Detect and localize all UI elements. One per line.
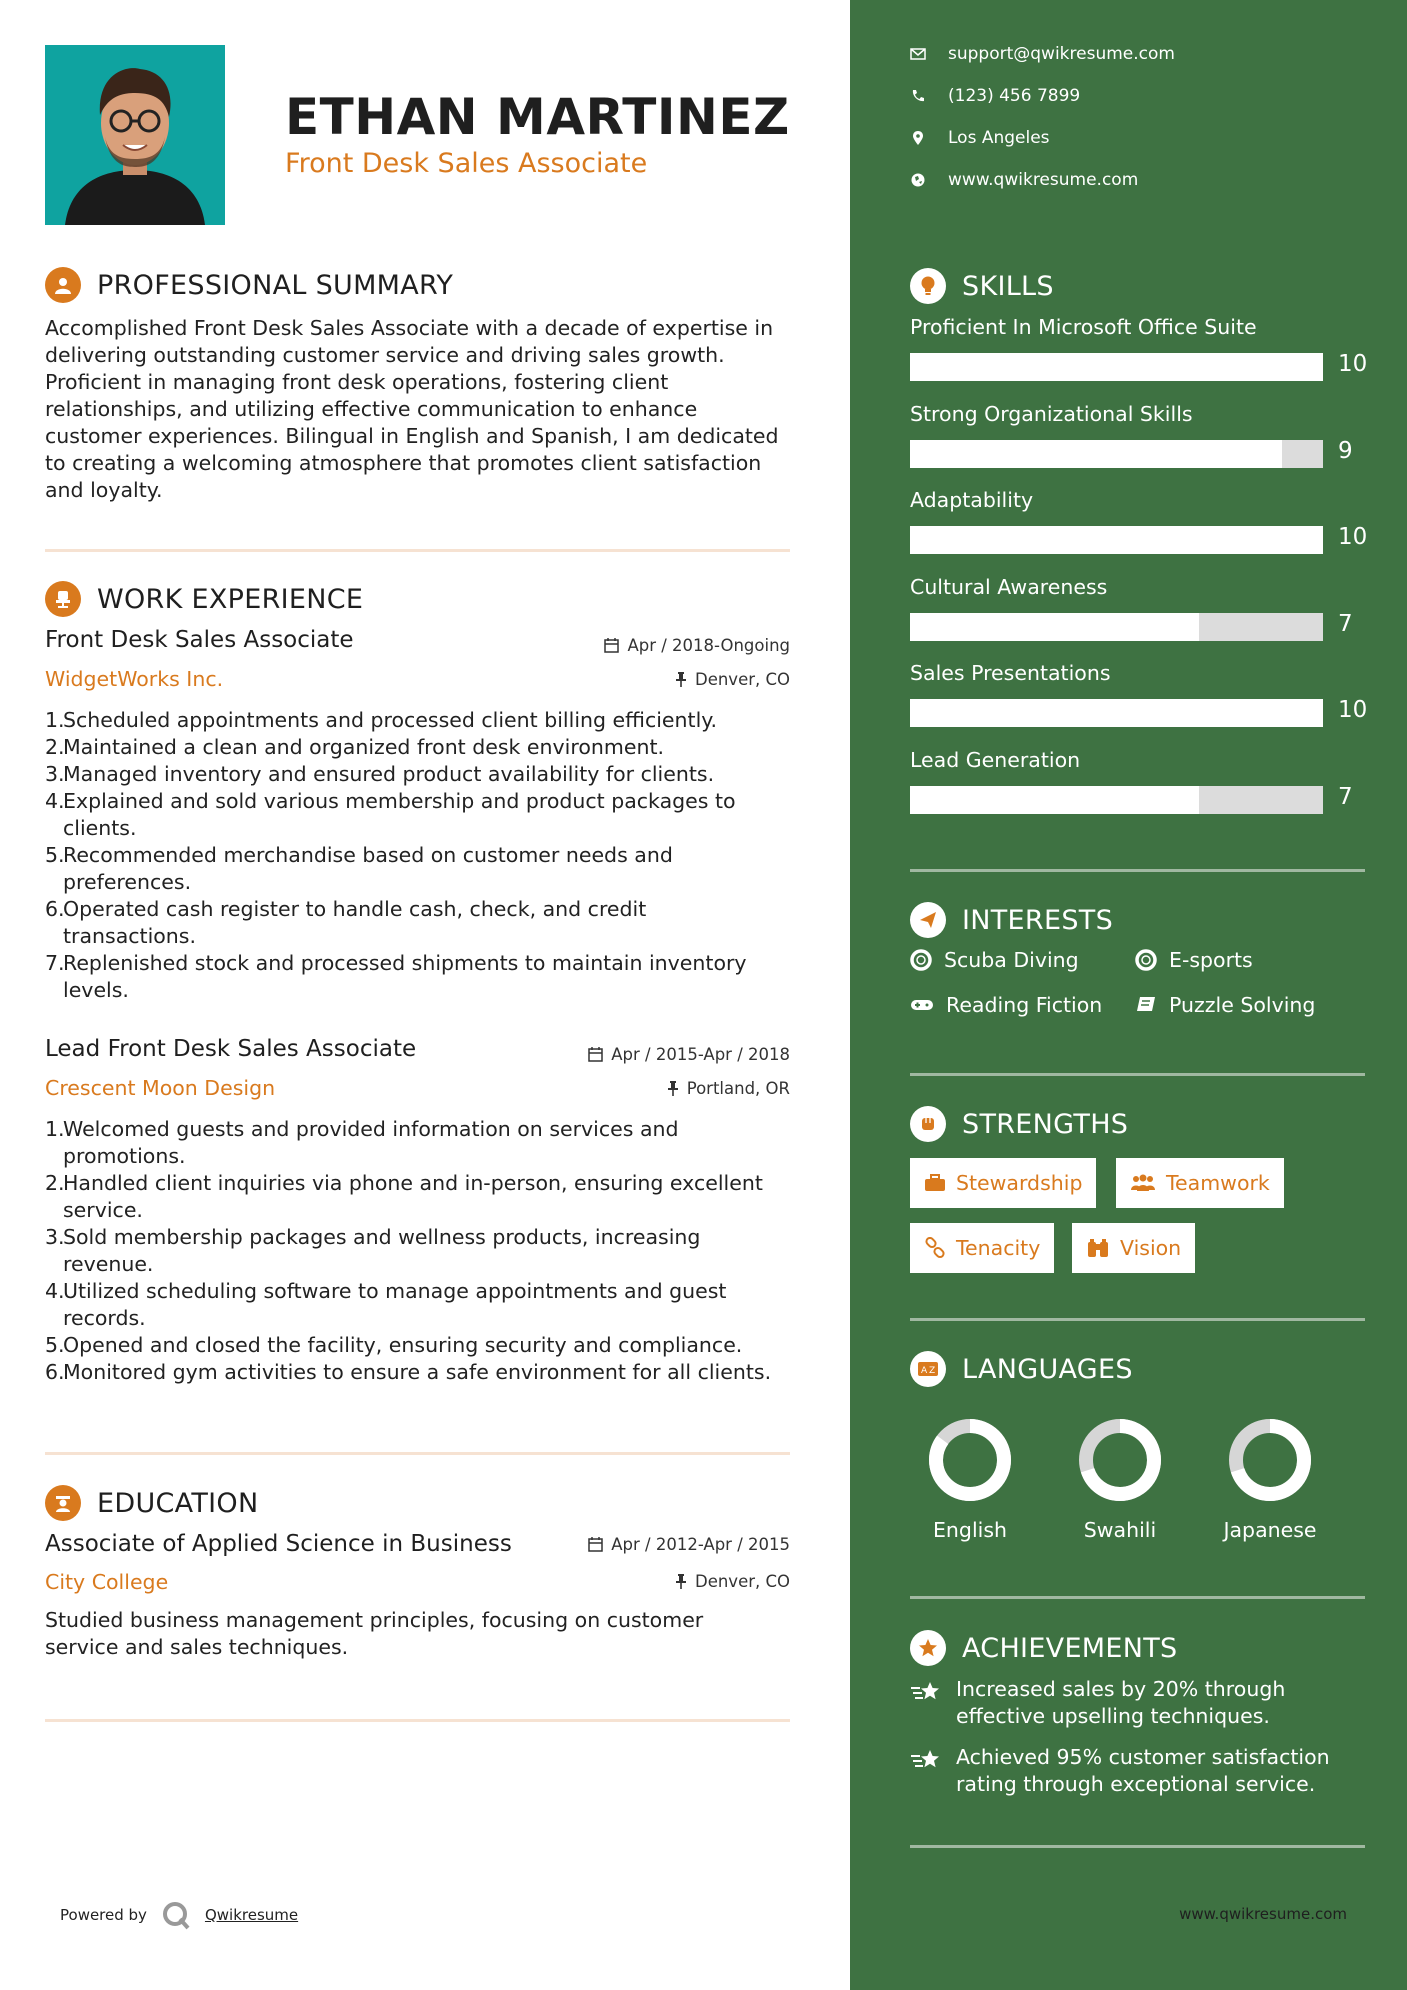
bullet-number: 1. xyxy=(45,1117,65,1141)
strength-label: Teamwork xyxy=(1166,1171,1270,1195)
skill-bar-fill xyxy=(910,613,1199,641)
phone-icon xyxy=(910,89,926,103)
interest-item xyxy=(1135,993,1315,1017)
skill-name: Adaptability xyxy=(910,488,1034,512)
list-item xyxy=(45,1251,795,1278)
contact-website-text: www.qwikresume.com xyxy=(948,170,1139,190)
skill-bar-fill xyxy=(910,440,1282,468)
strengths-title: STRENGTHS xyxy=(962,1108,1129,1140)
bullet-text: Utilized scheduling software to manage appointments and guest xyxy=(63,1279,727,1303)
contact-email[interactable] xyxy=(910,44,1175,64)
list-item xyxy=(45,1143,795,1170)
bullet-number: 2. xyxy=(45,1171,65,1195)
languages-title: LANGUAGES xyxy=(962,1353,1133,1385)
contact-phone[interactable] xyxy=(910,86,1080,106)
achievements-heading xyxy=(910,1630,1178,1666)
globe-icon xyxy=(910,173,926,187)
contact-website[interactable] xyxy=(910,170,1138,190)
profile-photo xyxy=(45,45,225,225)
strength-label: Tenacity xyxy=(956,1236,1041,1260)
achievement-item xyxy=(910,1676,1365,1730)
bullet-text: levels. xyxy=(63,978,129,1002)
language-label: Swahili xyxy=(1083,1518,1157,1542)
bullet-text: revenue. xyxy=(63,1252,154,1276)
strength-chip xyxy=(910,1223,1054,1273)
achievement-text xyxy=(956,1744,1330,1798)
life-ring-icon xyxy=(910,949,932,971)
summary-line: Accomplished Front Desk Sales Associate with a decade of expertise in xyxy=(45,316,774,340)
experience-heading xyxy=(45,581,363,617)
bullet-number: 3. xyxy=(45,1225,65,1249)
summary-line: relationships, and utilizing effective communication to enhance xyxy=(45,397,698,421)
job-title: Front Desk Sales Associate xyxy=(45,627,354,653)
skill-bar xyxy=(910,699,1323,727)
list-item xyxy=(45,1305,795,1332)
company-name: WidgetWorks Inc. xyxy=(45,667,224,691)
bullet-number xyxy=(45,1305,63,1332)
interest-item xyxy=(910,993,1102,1017)
job-dates xyxy=(604,636,790,655)
list-item xyxy=(45,761,795,788)
interest-label: E-sports xyxy=(1169,948,1253,972)
skill-name: Proficient In Microsoft Office Suite xyxy=(910,315,1257,339)
job-title: Lead Front Desk Sales Associate xyxy=(45,1036,417,1062)
summary-text xyxy=(45,315,795,504)
list-item xyxy=(45,1170,795,1197)
section-divider xyxy=(45,1719,790,1722)
job-dates-text: Apr / 2018-Ongoing xyxy=(627,636,790,655)
calendar-icon xyxy=(588,1537,603,1552)
bullet-number: 3. xyxy=(45,762,65,786)
user-icon xyxy=(45,267,81,303)
education-title: EDUCATION xyxy=(97,1487,259,1519)
bullet-number xyxy=(45,923,63,950)
footer-website[interactable]: www.qwikresume.com xyxy=(1179,1905,1347,1923)
job-location xyxy=(675,670,790,689)
qwikresume-logo-icon xyxy=(161,1900,191,1930)
binoculars-icon xyxy=(1086,1238,1110,1258)
skill-bar xyxy=(910,786,1323,814)
language-label: English xyxy=(932,1518,1008,1542)
bullet-text: Welcomed guests and provided information on services and xyxy=(63,1117,679,1141)
list-item xyxy=(45,896,795,923)
list-item xyxy=(45,815,795,842)
summary-line: and loyalty. xyxy=(45,478,163,502)
lightbulb-icon xyxy=(910,268,946,304)
bullet-text: Handled client inquiries via phone and in-person, ensuring excellent xyxy=(63,1171,763,1195)
section-divider xyxy=(910,1318,1365,1321)
bullet-text: Maintained a clean and organized front desk environment. xyxy=(63,735,665,759)
summary-line: customer experiences. Bilingual in English and Spanish, I am dedicated xyxy=(45,424,779,448)
powered-by-text: Powered by xyxy=(60,1906,147,1924)
education-heading xyxy=(45,1485,258,1521)
powered-by xyxy=(60,1900,298,1930)
education-dates-text: Apr / 2012-Apr / 2015 xyxy=(611,1535,790,1554)
bullet-text: Recommended merchandise based on customer needs and xyxy=(63,843,673,867)
summary-line: to creating a welcoming atmosphere that promotes client satisfaction xyxy=(45,451,762,475)
list-item xyxy=(45,977,795,1004)
link-icon xyxy=(924,1237,946,1259)
languages-heading xyxy=(910,1351,1133,1387)
fist-icon xyxy=(910,1106,946,1142)
skill-name: Cultural Awareness xyxy=(910,574,1108,599)
svg-text:Z: Z xyxy=(929,1366,936,1376)
skill-bar-fill xyxy=(910,353,1323,381)
bullet-number xyxy=(45,869,63,896)
calendar-icon xyxy=(604,638,619,653)
skill-bar xyxy=(910,526,1323,554)
interest-item xyxy=(910,948,1079,972)
skill-value: 10 xyxy=(1338,697,1368,723)
job-location-text: Denver, CO xyxy=(694,670,790,689)
achievements-title: ACHIEVEMENTS xyxy=(962,1632,1178,1664)
bullet-text: Opened and closed the facility, ensuring security and compliance. xyxy=(63,1333,743,1357)
bullet-number: 6. xyxy=(45,897,65,921)
language-donut xyxy=(1210,1415,1330,1509)
achievement-line: Increased sales by 20% through xyxy=(956,1677,1286,1701)
bullet-text: Scheduled appointments and processed client billing efficiently. xyxy=(63,708,717,732)
map-marker-icon xyxy=(910,131,926,145)
language-donut xyxy=(910,1415,1030,1509)
bullet-number xyxy=(45,815,63,842)
qwikresume-link[interactable]: Qwikresume xyxy=(204,1906,299,1924)
interest-item xyxy=(1135,948,1253,972)
job-location xyxy=(667,1079,790,1098)
bullet-text: Sold membership packages and wellness products, increasing xyxy=(63,1225,701,1249)
svg-text:A: A xyxy=(921,1366,928,1376)
bullet-number xyxy=(45,1197,63,1224)
skill-name: Lead Generation xyxy=(910,747,1081,772)
bullet-number: 4. xyxy=(45,1279,65,1303)
life-ring-icon xyxy=(1135,949,1157,971)
skill-bar-fill xyxy=(910,526,1323,554)
graduate-icon xyxy=(45,1485,81,1521)
job-dates-text: Apr / 2015-Apr / 2018 xyxy=(611,1045,790,1064)
skill-name: Sales Presentations xyxy=(910,661,1111,685)
skill-bar xyxy=(910,613,1323,641)
bullet-number: 1. xyxy=(45,708,65,732)
list-item xyxy=(45,1278,795,1305)
bullet-text: preferences. xyxy=(63,870,192,894)
interest-label: Scuba Diving xyxy=(944,948,1079,972)
strengths-heading xyxy=(910,1106,1128,1142)
bullet-number xyxy=(45,1251,63,1278)
education-location-text: Denver, CO xyxy=(694,1572,790,1591)
section-divider xyxy=(45,549,790,552)
book-icon xyxy=(1135,996,1157,1014)
interest-label: Puzzle Solving xyxy=(1169,993,1316,1017)
achievement-line: rating through exceptional service. xyxy=(956,1772,1316,1796)
candidate-name: ETHAN MARTINEZ xyxy=(285,88,790,146)
list-item xyxy=(45,950,795,977)
strength-chip xyxy=(1072,1223,1195,1273)
bullet-number: 7. xyxy=(45,951,65,975)
school-name: City College xyxy=(45,1570,169,1594)
bullet-text: Replenished stock and processed shipments to maintain inventory xyxy=(63,951,747,975)
interests-title: INTERESTS xyxy=(962,904,1114,936)
job-location-text: Portland, OR xyxy=(686,1079,790,1098)
contact-location-text: Los Angeles xyxy=(948,128,1050,148)
pin-icon xyxy=(667,1081,679,1096)
summary-line: Proficient in managing front desk operations, fostering client xyxy=(45,370,669,394)
achievement-item xyxy=(910,1744,1365,1798)
list-item xyxy=(45,734,795,761)
skills-title: SKILLS xyxy=(962,270,1054,302)
education-dates xyxy=(588,1535,790,1554)
shooting-star-icon xyxy=(910,1744,944,1798)
education-description xyxy=(45,1607,795,1661)
section-divider xyxy=(910,1073,1365,1076)
achievement-text xyxy=(956,1676,1285,1730)
bullet-text: transactions. xyxy=(63,924,196,948)
bullet-number xyxy=(45,1143,63,1170)
list-item xyxy=(45,869,795,896)
strength-chip xyxy=(910,1158,1096,1208)
bullet-text: promotions. xyxy=(63,1144,186,1168)
sidebar xyxy=(850,0,1407,1990)
candidate-title: Front Desk Sales Associate xyxy=(285,148,648,179)
skill-bar xyxy=(910,440,1323,468)
experience-title: WORK EXPERIENCE xyxy=(97,583,364,615)
bullet-text: records. xyxy=(63,1306,146,1330)
envelope-icon xyxy=(910,48,926,60)
skill-bar-fill xyxy=(910,699,1323,727)
bullet-text: clients. xyxy=(63,816,137,840)
skill-value: 7 xyxy=(1338,610,1353,637)
strength-label: Vision xyxy=(1120,1236,1182,1260)
language-label: Japanese xyxy=(1223,1518,1317,1542)
skill-bar xyxy=(910,353,1323,381)
pin-icon xyxy=(675,1574,687,1589)
list-item xyxy=(45,842,795,869)
education-location xyxy=(675,1572,790,1591)
paper-plane-icon xyxy=(910,902,946,938)
shooting-star-icon xyxy=(910,1676,944,1730)
achievement-line: Achieved 95% customer satisfaction xyxy=(956,1745,1330,1769)
skill-value: 7 xyxy=(1338,783,1353,810)
section-divider xyxy=(910,1845,1365,1848)
chair-icon xyxy=(45,581,81,617)
skills-heading xyxy=(910,268,1054,304)
list-item xyxy=(45,1359,795,1386)
briefcase-icon xyxy=(924,1174,946,1192)
summary-heading xyxy=(45,267,453,303)
job-bullets xyxy=(45,707,795,1004)
skill-bar-fill xyxy=(910,786,1199,814)
education-line: Studied business management principles, focusing on customer xyxy=(45,1608,704,1632)
bullet-text: Explained and sold various membership and product packages to xyxy=(63,789,736,813)
skill-value: 10 xyxy=(1338,524,1368,550)
summary-title: PROFESSIONAL SUMMARY xyxy=(97,269,454,301)
pin-icon xyxy=(675,672,687,687)
section-divider xyxy=(45,1452,790,1455)
bullet-number: 5. xyxy=(45,843,65,867)
interest-label: Reading Fiction xyxy=(946,993,1103,1017)
bullet-text: service. xyxy=(63,1198,143,1222)
skill-value: 9 xyxy=(1338,437,1353,464)
skill-name: Strong Organizational Skills xyxy=(910,401,1193,426)
language-donut xyxy=(1060,1415,1180,1509)
list-item xyxy=(45,1116,795,1143)
calendar-icon xyxy=(588,1047,603,1062)
education-line: service and sales techniques. xyxy=(45,1635,349,1659)
bullet-number: 6. xyxy=(45,1360,65,1384)
section-divider xyxy=(910,869,1365,872)
interests-heading xyxy=(910,902,1113,938)
strength-chip xyxy=(1116,1158,1284,1208)
list-item xyxy=(45,707,795,734)
achievement-line: effective upselling techniques. xyxy=(956,1704,1270,1728)
list-item xyxy=(45,1224,795,1251)
list-item xyxy=(45,1332,795,1359)
contact-phone-text: (123) 456 7899 xyxy=(948,86,1081,106)
bullet-text: Managed inventory and ensured product availability for clients. xyxy=(63,762,715,786)
list-item xyxy=(45,788,795,815)
company-name: Crescent Moon Design xyxy=(45,1076,276,1100)
bullet-text: Monitored gym activities to ensure a safe environment for all clients. xyxy=(63,1360,772,1384)
users-icon xyxy=(1130,1174,1156,1192)
job-dates xyxy=(588,1045,790,1064)
skill-value: 10 xyxy=(1338,351,1368,377)
list-item xyxy=(45,923,795,950)
list-item xyxy=(45,1197,795,1224)
strength-label: Stewardship xyxy=(956,1171,1083,1195)
summary-line: delivering outstanding customer service and driving sales growth. xyxy=(45,343,725,367)
gamepad-icon xyxy=(910,997,934,1013)
contact-email-text: support@qwikresume.com xyxy=(948,44,1175,64)
language-icon xyxy=(910,1351,946,1387)
degree-title: Associate of Applied Science in Business xyxy=(45,1531,512,1557)
bullet-number: 5. xyxy=(45,1333,65,1357)
contact-location xyxy=(910,128,1050,148)
bullet-number: 4. xyxy=(45,789,65,813)
bullet-number: 2. xyxy=(45,735,65,759)
bullet-number xyxy=(45,977,63,1004)
star-badge-icon xyxy=(910,1630,946,1666)
section-divider xyxy=(910,1596,1365,1599)
bullet-text: Operated cash register to handle cash, check, and credit xyxy=(63,897,647,921)
job-bullets xyxy=(45,1116,795,1386)
